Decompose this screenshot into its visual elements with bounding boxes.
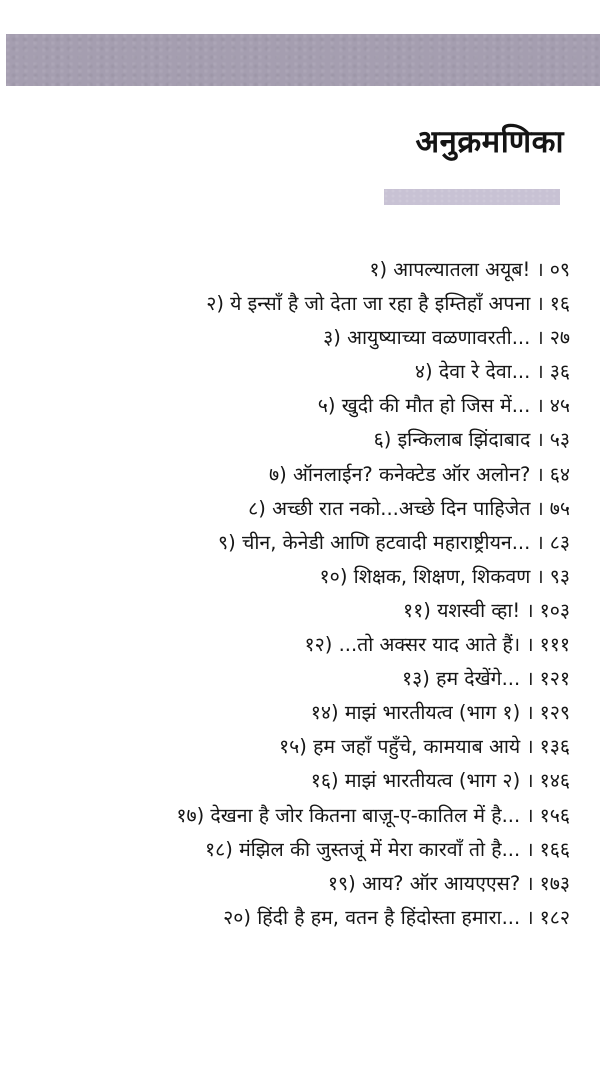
entry-title: देवा रे देवा...	[438, 360, 531, 384]
entry-number: १३)	[402, 667, 430, 691]
entry-title: खुदी की मौत हो जिस में...	[341, 394, 531, 418]
entry-page: १८२	[539, 905, 570, 929]
entry-title: देखना है जोर कितना बाज़ू-ए-कातिल में है...	[210, 803, 521, 827]
entry-page: ९३	[549, 564, 570, 588]
entry-title: आयुष्याच्या वळणावरती...	[347, 326, 531, 350]
entry-page: ८३	[549, 530, 570, 554]
entry-number: ७)	[269, 462, 287, 486]
toc-entry	[0, 560, 570, 594]
toc-entry	[0, 321, 570, 355]
entry-number: २०)	[223, 905, 252, 929]
toc-entry	[0, 492, 570, 526]
entry-page: १६६	[539, 837, 570, 861]
entry-page: १३६	[539, 735, 570, 759]
entry-page: १६	[549, 292, 570, 316]
entry-title: हिंदी है हम, वतन है हिंदोस्ता हमारा...	[257, 905, 521, 929]
entry-page: १४६	[539, 769, 570, 793]
entry-separator: ।	[536, 428, 544, 452]
entry-number: १६)	[310, 769, 339, 793]
entry-number: १२)	[304, 633, 333, 657]
top-decorative-band	[6, 34, 600, 86]
entry-title: अच्छी रात नको...अच्छे दिन पाहिजेत	[272, 496, 531, 520]
entry-title: इन्किलाब झिंदाबाद	[397, 428, 531, 452]
toc-entry	[0, 867, 570, 901]
entry-separator: ।	[526, 769, 534, 793]
entry-separator: ।	[526, 837, 534, 861]
toc-entry	[0, 730, 570, 764]
entry-page: ६४	[549, 462, 570, 486]
title-underline-bar	[384, 189, 560, 205]
entry-number: ५)	[317, 394, 336, 418]
entry-separator: ।	[526, 803, 534, 827]
entry-title: माझं भारतीयत्व (भाग २)	[344, 769, 521, 793]
entry-number: १४)	[310, 701, 339, 725]
entry-separator: ।	[536, 530, 544, 554]
toc-entry	[0, 526, 570, 560]
entry-separator: ।	[536, 462, 544, 486]
toc-entry	[0, 901, 570, 935]
entry-number: १८)	[205, 837, 233, 861]
entry-number: १५)	[278, 735, 307, 759]
table-of-contents	[0, 253, 570, 935]
entry-number: ११)	[402, 598, 431, 622]
entry-separator: ।	[536, 326, 544, 350]
toc-entry	[0, 696, 570, 730]
entry-number: १)	[369, 258, 388, 281]
entry-title: चीन, केनेडी आणि हटवादी महाराष्ट्रीयन...	[241, 530, 531, 554]
entry-title: आय? ऑर आयएएस?	[361, 871, 521, 895]
entry-separator: ।	[526, 905, 534, 929]
entry-separator: ।	[536, 394, 544, 418]
entry-title: आपल्यातला अयूब!	[393, 258, 531, 281]
entry-separator: ।	[526, 735, 534, 759]
toc-entry	[0, 833, 570, 867]
entry-title: ...तो अक्सर याद आते हैं।	[338, 633, 521, 657]
entry-separator: ।	[526, 871, 534, 895]
toc-entry	[0, 458, 570, 492]
entry-page: ७५	[549, 496, 570, 520]
toc-entry	[0, 662, 570, 696]
entry-title: ये इन्साँ है जो देता जा रहा है इम्तिहाँ अपना	[230, 292, 531, 316]
toc-entry	[0, 594, 570, 628]
entry-number: ३)	[323, 326, 341, 350]
entry-separator: ।	[526, 633, 534, 657]
entry-page: १२९	[539, 701, 570, 725]
entry-number: १९)	[327, 871, 356, 895]
entry-page: १०३	[539, 598, 570, 622]
entry-title: हम देखेंगे...	[436, 667, 521, 691]
entry-separator: ।	[536, 564, 544, 588]
entry-number: २)	[206, 292, 224, 316]
entry-title: हम जहाँ पहुँचे, कामयाब आये	[313, 735, 521, 759]
toc-entry	[0, 423, 570, 457]
entry-title: यशस्वी व्हा!	[437, 598, 521, 622]
toc-entry	[0, 389, 570, 423]
toc-entry	[0, 287, 570, 321]
entry-separator: ।	[526, 701, 534, 725]
entry-title: मंझिल की जुस्तजूं में मेरा कारवाँ तो है...	[239, 837, 521, 861]
entry-page: ५३	[549, 428, 570, 452]
entry-separator: ।	[536, 360, 544, 384]
entry-title: ऑनलाईन? कनेक्टेड ऑर अलोन?	[292, 462, 531, 486]
entry-title: माझं भारतीयत्व (भाग १)	[344, 701, 521, 725]
entry-number: ९)	[218, 530, 236, 554]
entry-separator: ।	[526, 598, 534, 622]
entry-number: ४)	[414, 360, 433, 384]
toc-entry	[0, 253, 570, 287]
entry-number: १७)	[176, 803, 205, 827]
toc-entry	[0, 355, 570, 389]
page-title: अनुक्रमणिका	[415, 124, 564, 160]
entry-page: १११	[539, 633, 570, 657]
entry-page: १२१	[539, 667, 570, 691]
entry-separator: ।	[526, 667, 534, 691]
entry-page: ३६	[549, 360, 570, 384]
toc-entry	[0, 799, 570, 833]
entry-number: ८)	[248, 496, 266, 520]
toc-entry	[0, 628, 570, 662]
entry-page: ०९	[549, 258, 570, 281]
entry-page: २७	[549, 326, 570, 350]
toc-entry	[0, 764, 570, 798]
entry-separator: ।	[536, 292, 544, 316]
entry-title: शिक्षक, शिक्षण, शिकवण	[353, 564, 531, 588]
entry-separator: ।	[536, 258, 544, 281]
entry-page: १७३	[539, 871, 570, 895]
entry-page: ४५	[549, 394, 570, 418]
entry-page: १५६	[539, 803, 570, 827]
entry-number: ६)	[373, 428, 392, 452]
entry-number: १०)	[319, 564, 348, 588]
entry-separator: ।	[536, 496, 544, 520]
